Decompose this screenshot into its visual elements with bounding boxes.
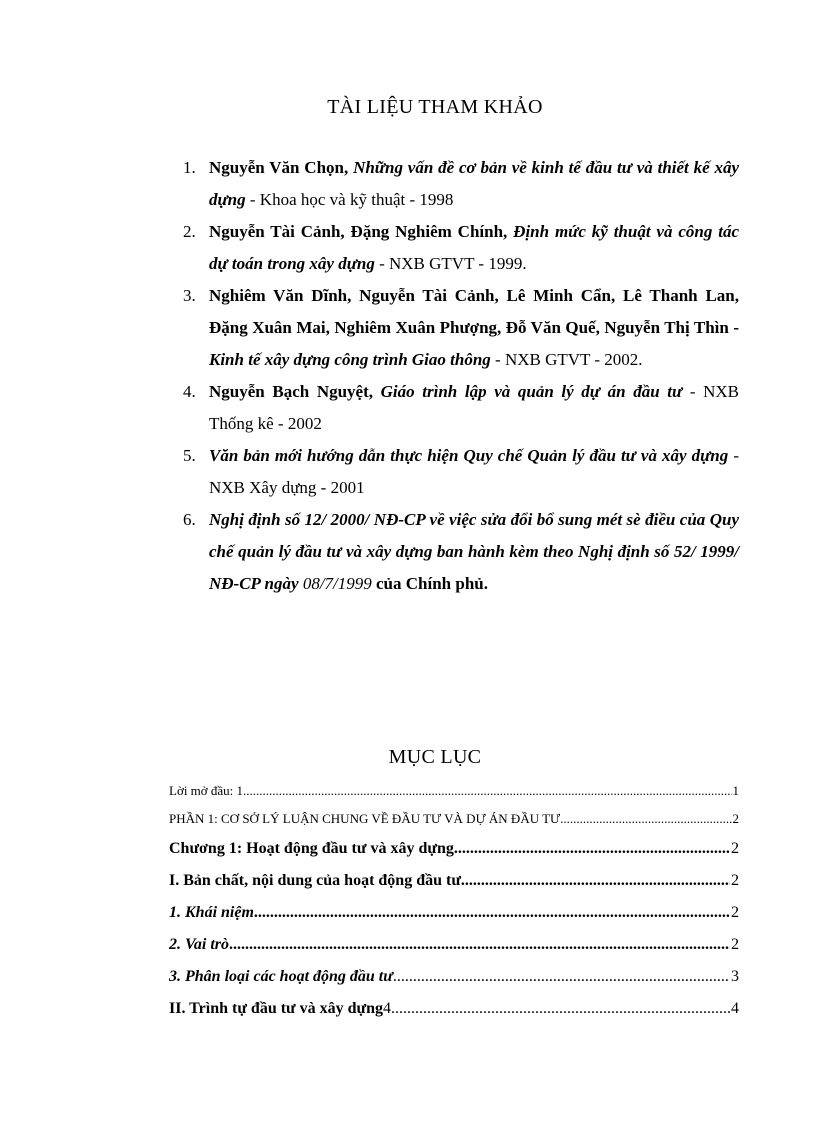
reference-item: 1. Nguyễn Văn Chọn, Những vấn đề cơ bản về kinh tế đầu tư và thiết kế xây dựng - Khoa học và kỹ thuật - 1998 [183,158,740,209]
toc-entry-page: 2 [731,872,739,889]
reference-publisher: - Khoa học và kỹ thuật - 1998 [245,190,454,209]
toc-entry[interactable] [169,838,739,870]
toc-entry-label: 2. Vai trò [169,936,230,953]
toc-entry[interactable] [169,870,739,902]
reference-item: 3. Nghiêm Văn Dĩnh, Nguyễn Tài Cảnh, Lê Minh Cẩn, Lê Thanh Lan, Đặng Xuân Mai, Nghiêm Xuân Phượng, Đỗ Văn Quế, Nguyễn Thị Thìn - Kinh tế xây dựng công trình Giao thông - NXB GTVT - 2002. [183,286,739,369]
toc-entry-label-suffix: 4 [383,1000,392,1017]
reference-work: Kinh tế xây dựng công trình Giao thông [209,350,491,369]
toc-entry-label: I. Bản chất, nội dung của hoạt động đầu tư [169,872,461,889]
toc-entry[interactable] [169,966,739,998]
reference-item: 5. Văn bản mới hướng dẫn thực hiện Quy chế Quản lý đầu tư và xây dựng - NXB Xây dựng - 2001 [183,446,739,497]
toc-entry-page: 4 [731,1000,739,1017]
toc-entry-label: II. Trình tự đầu tư và xây dựng [169,1000,384,1017]
toc-entry-label: 3. Phân loại các hoạt động đầu tư [169,968,393,985]
toc-entry-page: 2 [731,904,739,921]
reference-author: Nguyễn Văn Chọn, [209,158,354,177]
reference-publisher: - NXB Xây dựng - 2001 [209,446,739,497]
reference-tail: của Chính phủ. [371,574,488,593]
reference-work: Định mức kỹ thuật và công tác dự toán trong xây dựng [209,222,739,273]
toc-entry-page: 2 [732,811,739,826]
toc-entry-page: 1 [732,783,739,798]
references-title: TÀI LIỆU THAM KHẢO [327,96,543,118]
toc-entry[interactable] [169,934,739,966]
reference-publisher: - NXB GTVT - 1999. [374,254,527,273]
reference-author: Nguyễn Bạch Nguyệt, [209,382,381,401]
toc-entry-label: PHẦN 1: CƠ SỞ LÝ LUẬN CHUNG VỀ ĐẦU TƯ VÀ DỰ ÁN ĐẦU TƯ [169,811,561,826]
reference-work: Nghị định số 12/ 2000/ NĐ-CP về việc sửa đổi bổ sung mét sè điều của Quy chế quản lý đầu tư và xây dựng ban hành kèm theo Nghị định số 52/ 1999/ NĐ-CP ngày [209,510,739,593]
toc-entry-page: 2 [731,936,739,953]
reference-list [183,152,739,600]
reference-publisher: - NXB Thống kê - 2002 [209,382,739,433]
table-of-contents [169,782,739,1030]
reference-item: 2. Nguyễn Tài Cảnh, Đặng Nghiêm Chính, Định mức kỹ thuật và công tác dự toán trong xây dựng - NXB GTVT - 1999. [183,222,739,273]
toc-title: MỤC LỤC [388,746,482,768]
toc-entry-label: Chương 1: Hoạt động đầu tư và xây dựng [169,840,454,857]
toc-entry-label: Lời mở đầu: 1 [169,783,244,798]
toc-entry[interactable] [169,782,739,810]
reference-work: Những vấn đề cơ bản về kinh tế đầu tư và thiết kế xây dựng [209,158,740,209]
toc-entry[interactable] [169,902,739,934]
toc-entry-page: 2 [731,840,739,857]
toc-entry-label: 1. Khái niệm [169,904,254,921]
reference-item: 6. Nghị định số 12/ 2000/ NĐ-CP về việc sửa đổi bổ sung mét sè điều của Quy chế quản lý đầu tư và xây dựng ban hành kèm theo Nghị định số 52/ 1999/ NĐ-CP ngày 08/7/1999 của Chính phủ. [183,510,739,593]
reference-author: Nguyễn Tài Cảnh, Đặng Nghiêm Chính, [209,222,514,241]
toc-entry[interactable] [169,810,739,838]
toc-entry-page: 3 [731,968,739,985]
reference-item: 4. Nguyễn Bạch Nguyệt, Giáo trình lập và quản lý dự án đầu tư - NXB Thống kê - 2002 [183,382,739,433]
reference-publisher: - NXB GTVT - 2002. [490,350,643,369]
reference-work: Giáo trình lập và quản lý dự án đầu tư [380,382,683,401]
reference-author: Nghiêm Văn Dĩnh, Nguyễn Tài Cảnh, Lê Minh Cẩn, Lê Thanh Lan, Đặng Xuân Mai, Nghiêm Xuân Phượng, Đỗ Văn Quế, Nguyễn Thị Thìn - [209,286,739,337]
reference-date: 08/7/1999 [302,574,372,593]
toc-entry[interactable] [169,998,739,1030]
reference-work: Văn bản mới hướng dẫn thực hiện Quy chế Quản lý đầu tư và xây dựng [209,446,729,465]
